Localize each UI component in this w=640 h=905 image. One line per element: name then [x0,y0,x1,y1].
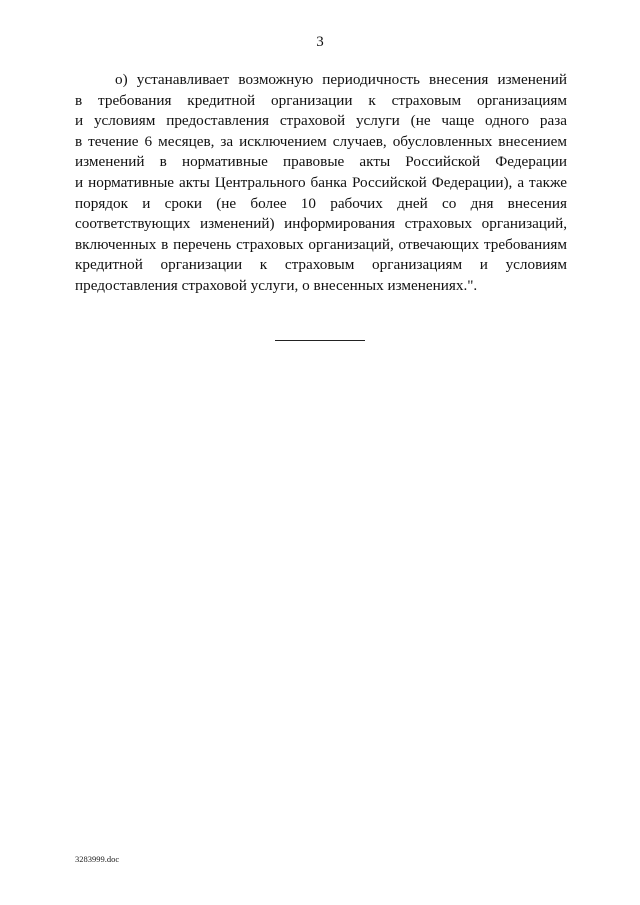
paragraph-line-6: и нормативные акты Центрального банка Российской Федерации), а также [75,173,567,191]
paragraph-line-3: и условиям предоставления страховой услуги (не чаще одного раза [75,112,567,130]
paragraph-line-8: соответствующих изменений) информирования страховых организаций, [75,215,567,233]
paragraph-line-11: предоставления страховой услуги, о внесенных изменениях.". [75,276,478,294]
paragraph-line-2: в требования кредитной организации к страховым организациям [75,91,567,109]
paragraph-line-7: порядок и сроки (не более 10 рабочих дней со дня внесения [75,194,567,212]
paragraph-line-1: о) устанавливает возможную периодичность внесения изменений [115,71,567,88]
end-divider [275,340,365,341]
paragraph-line-9: включенных в перечень страховых организаций, отвечающих требованиям [75,235,567,253]
page-number: 3 [316,34,324,50]
paragraph-line-5: изменений в нормативные правовые акты Российской Федерации [75,153,567,171]
body-paragraph [75,70,567,297]
footer-file-name: 3283999.doc [75,854,120,864]
paragraph-line-10: кредитной организации к страховым организациям и условиям [75,256,567,274]
paragraph-line-4: в течение 6 месяцев, за исключением случаев, обусловленных внесением [75,132,567,150]
